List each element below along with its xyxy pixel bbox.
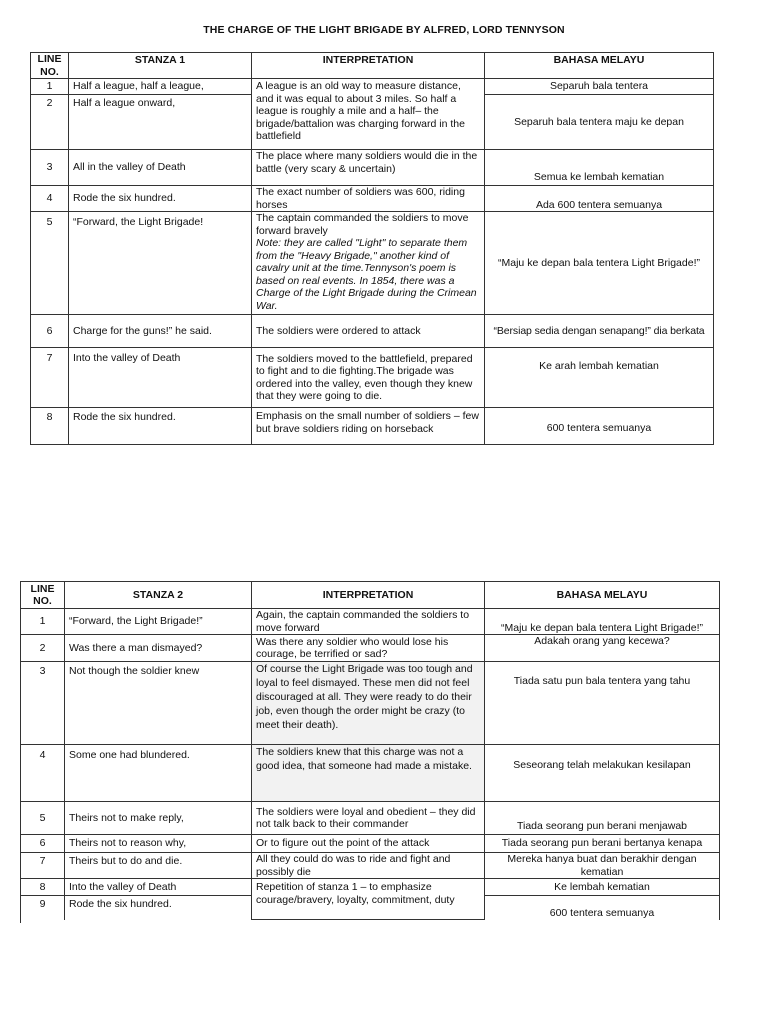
interpretation-cell: A league is an old way to measure distance, and it was equal to about 3 miles. So half a league is roughly a mile and a half– the brigade/battalion was charging forward in the battlefield (252, 79, 485, 150)
interpretation-cell: Was there any soldier who would lose his courage, be terrified or sad? (252, 635, 485, 662)
stanza-line: Rode the six hundred. (69, 186, 252, 212)
interpretation-cell: The soldiers were ordered to attack (252, 315, 485, 348)
line-number: 7 (21, 853, 65, 879)
translation-cell: Ada 600 tentera semuanya (485, 186, 714, 212)
line-number: 4 (21, 745, 65, 802)
translation-cell: 600 tentera semuanya (485, 408, 714, 445)
translation-cell: “Bersiap sedia dengan senapang!” dia berkata (485, 315, 714, 348)
translation-cell: Tiada seorang pun berani menjawab (485, 802, 720, 835)
interpretation-cell: Repetition of stanza 1 – to emphasize courage/bravery, loyalty, commitment, duty (252, 879, 485, 920)
translation-cell: Ke arah lembah kematian (485, 348, 714, 408)
line-number: 8 (31, 408, 69, 445)
line-number: 5 (21, 802, 65, 835)
header-stanza: STANZA 1 (69, 53, 252, 79)
interpretation-cell: Or to figure out the point of the attack (252, 835, 485, 853)
translation-cell: Tiada satu pun bala tentera yang tahu (485, 662, 720, 745)
line-number: 6 (31, 315, 69, 348)
historical-note: Note: they are called "Light" to separate them from the "Heavy Brigade," another kind of cavalry unit at the time.Tennyson's poem is based on real events. In 1854, there was a Charge of the Light Brigade during the Crimean War. (256, 237, 477, 312)
stanza-line: Half a league, half a league, (69, 79, 252, 95)
interpretation-text: The captain commanded the soldiers to move forward bravely (256, 212, 469, 237)
stanza-line: Into the valley of Death (69, 348, 252, 408)
stanza-1-table (30, 52, 714, 445)
stanza-line: Charge for the guns!” he said. (69, 315, 252, 348)
interpretation-cell: The soldiers knew that this charge was not a good idea, that someone had made a mistake. (252, 745, 485, 802)
line-number: 2 (31, 95, 69, 150)
stanza-line: Theirs not to make reply, (65, 802, 252, 835)
stanza-line: Half a league onward, (69, 95, 252, 150)
interpretation-cell: The exact number of soldiers was 600, riding horses (252, 186, 485, 212)
interpretation-cell: The soldiers were loyal and obedient – they did not talk back to their commander (252, 802, 485, 835)
translation-cell: Tiada seorang pun berani bertanya kenapa (485, 835, 720, 853)
line-number: 3 (21, 662, 65, 745)
translation-cell: 600 tentera semuanya (485, 896, 720, 920)
header-line-no: LINE NO. (21, 582, 65, 609)
interpretation-cell (252, 212, 485, 315)
line-number: 9 (21, 896, 65, 920)
translation-cell: Separuh bala tentera (485, 79, 714, 95)
stanza-line: Rode the six hundred. (69, 408, 252, 445)
header-interpretation: INTERPRETATION (252, 53, 485, 79)
interpretation-cell: The place where many soldiers would die in the battle (very scary & uncertain) (252, 150, 485, 186)
stanza-line: Some one had blundered. (65, 745, 252, 802)
translation-cell: Mereka hanya buat dan berakhir dengan kematian (485, 853, 720, 879)
page-edge-mark (20, 915, 24, 923)
translation-cell: “Maju ke depan bala tentera Light Brigade!” (485, 212, 714, 315)
stanza-line: All in the valley of Death (69, 150, 252, 186)
interpretation-cell: The soldiers moved to the battlefield, prepared to fight and to die fighting.The brigade was ordered into the valley, even though they knew that they were going to die. (252, 348, 485, 408)
header-stanza: STANZA 2 (65, 582, 252, 609)
header-bahasa-melayu: BAHASA MELAYU (485, 582, 720, 609)
line-number: 6 (21, 835, 65, 853)
stanza-line: Was there a man dismayed? (65, 635, 252, 662)
interpretation-cell: Again, the captain commanded the soldiers to move forward (252, 609, 485, 635)
line-number: 3 (31, 150, 69, 186)
line-number: 1 (31, 79, 69, 95)
stanza-line: Rode the six hundred. (65, 896, 252, 920)
line-number: 5 (31, 212, 69, 315)
translation-cell: Adakah orang yang kecewa? (485, 635, 720, 662)
stanza-2-table (20, 581, 720, 920)
stanza-line: Theirs not to reason why, (65, 835, 252, 853)
stanza-line: “Forward, the Light Brigade! (69, 212, 252, 315)
stanza-line: Into the valley of Death (65, 879, 252, 896)
translation-cell: Semua ke lembah kematian (485, 150, 714, 186)
interpretation-cell: Of course the Light Brigade was too tough and loyal to feel dismayed. These men did not feel discouraged at all. They were ready to do their job, even though the order might be crazy (to meet their death). (252, 662, 485, 745)
interpretation-cell: All they could do was to ride and fight and possibly die (252, 853, 485, 879)
stanza-line: Not though the soldier knew (65, 662, 252, 745)
line-number: 4 (31, 186, 69, 212)
line-number: 2 (21, 635, 65, 662)
stanza-line: Theirs but to do and die. (65, 853, 252, 879)
interpretation-cell: Emphasis on the small number of soldiers – few but brave soldiers riding on horseback (252, 408, 485, 445)
header-bahasa-melayu: BAHASA MELAYU (485, 53, 714, 79)
translation-cell: Ke lembah kematian (485, 879, 720, 896)
document-title: THE CHARGE OF THE LIGHT BRIGADE BY ALFRED, LORD TENNYSON (203, 24, 565, 36)
line-number: 7 (31, 348, 69, 408)
header-interpretation: INTERPRETATION (252, 582, 485, 609)
stanza-line: “Forward, the Light Brigade!” (65, 609, 252, 635)
translation-cell: “Maju ke depan bala tentera Light Brigade!” (485, 609, 720, 635)
line-number: 1 (21, 609, 65, 635)
line-number: 8 (21, 879, 65, 896)
header-line-no: LINE NO. (31, 53, 69, 79)
translation-cell: Separuh bala tentera maju ke depan (485, 95, 714, 150)
translation-cell: Seseorang telah melakukan kesilapan (485, 745, 720, 802)
